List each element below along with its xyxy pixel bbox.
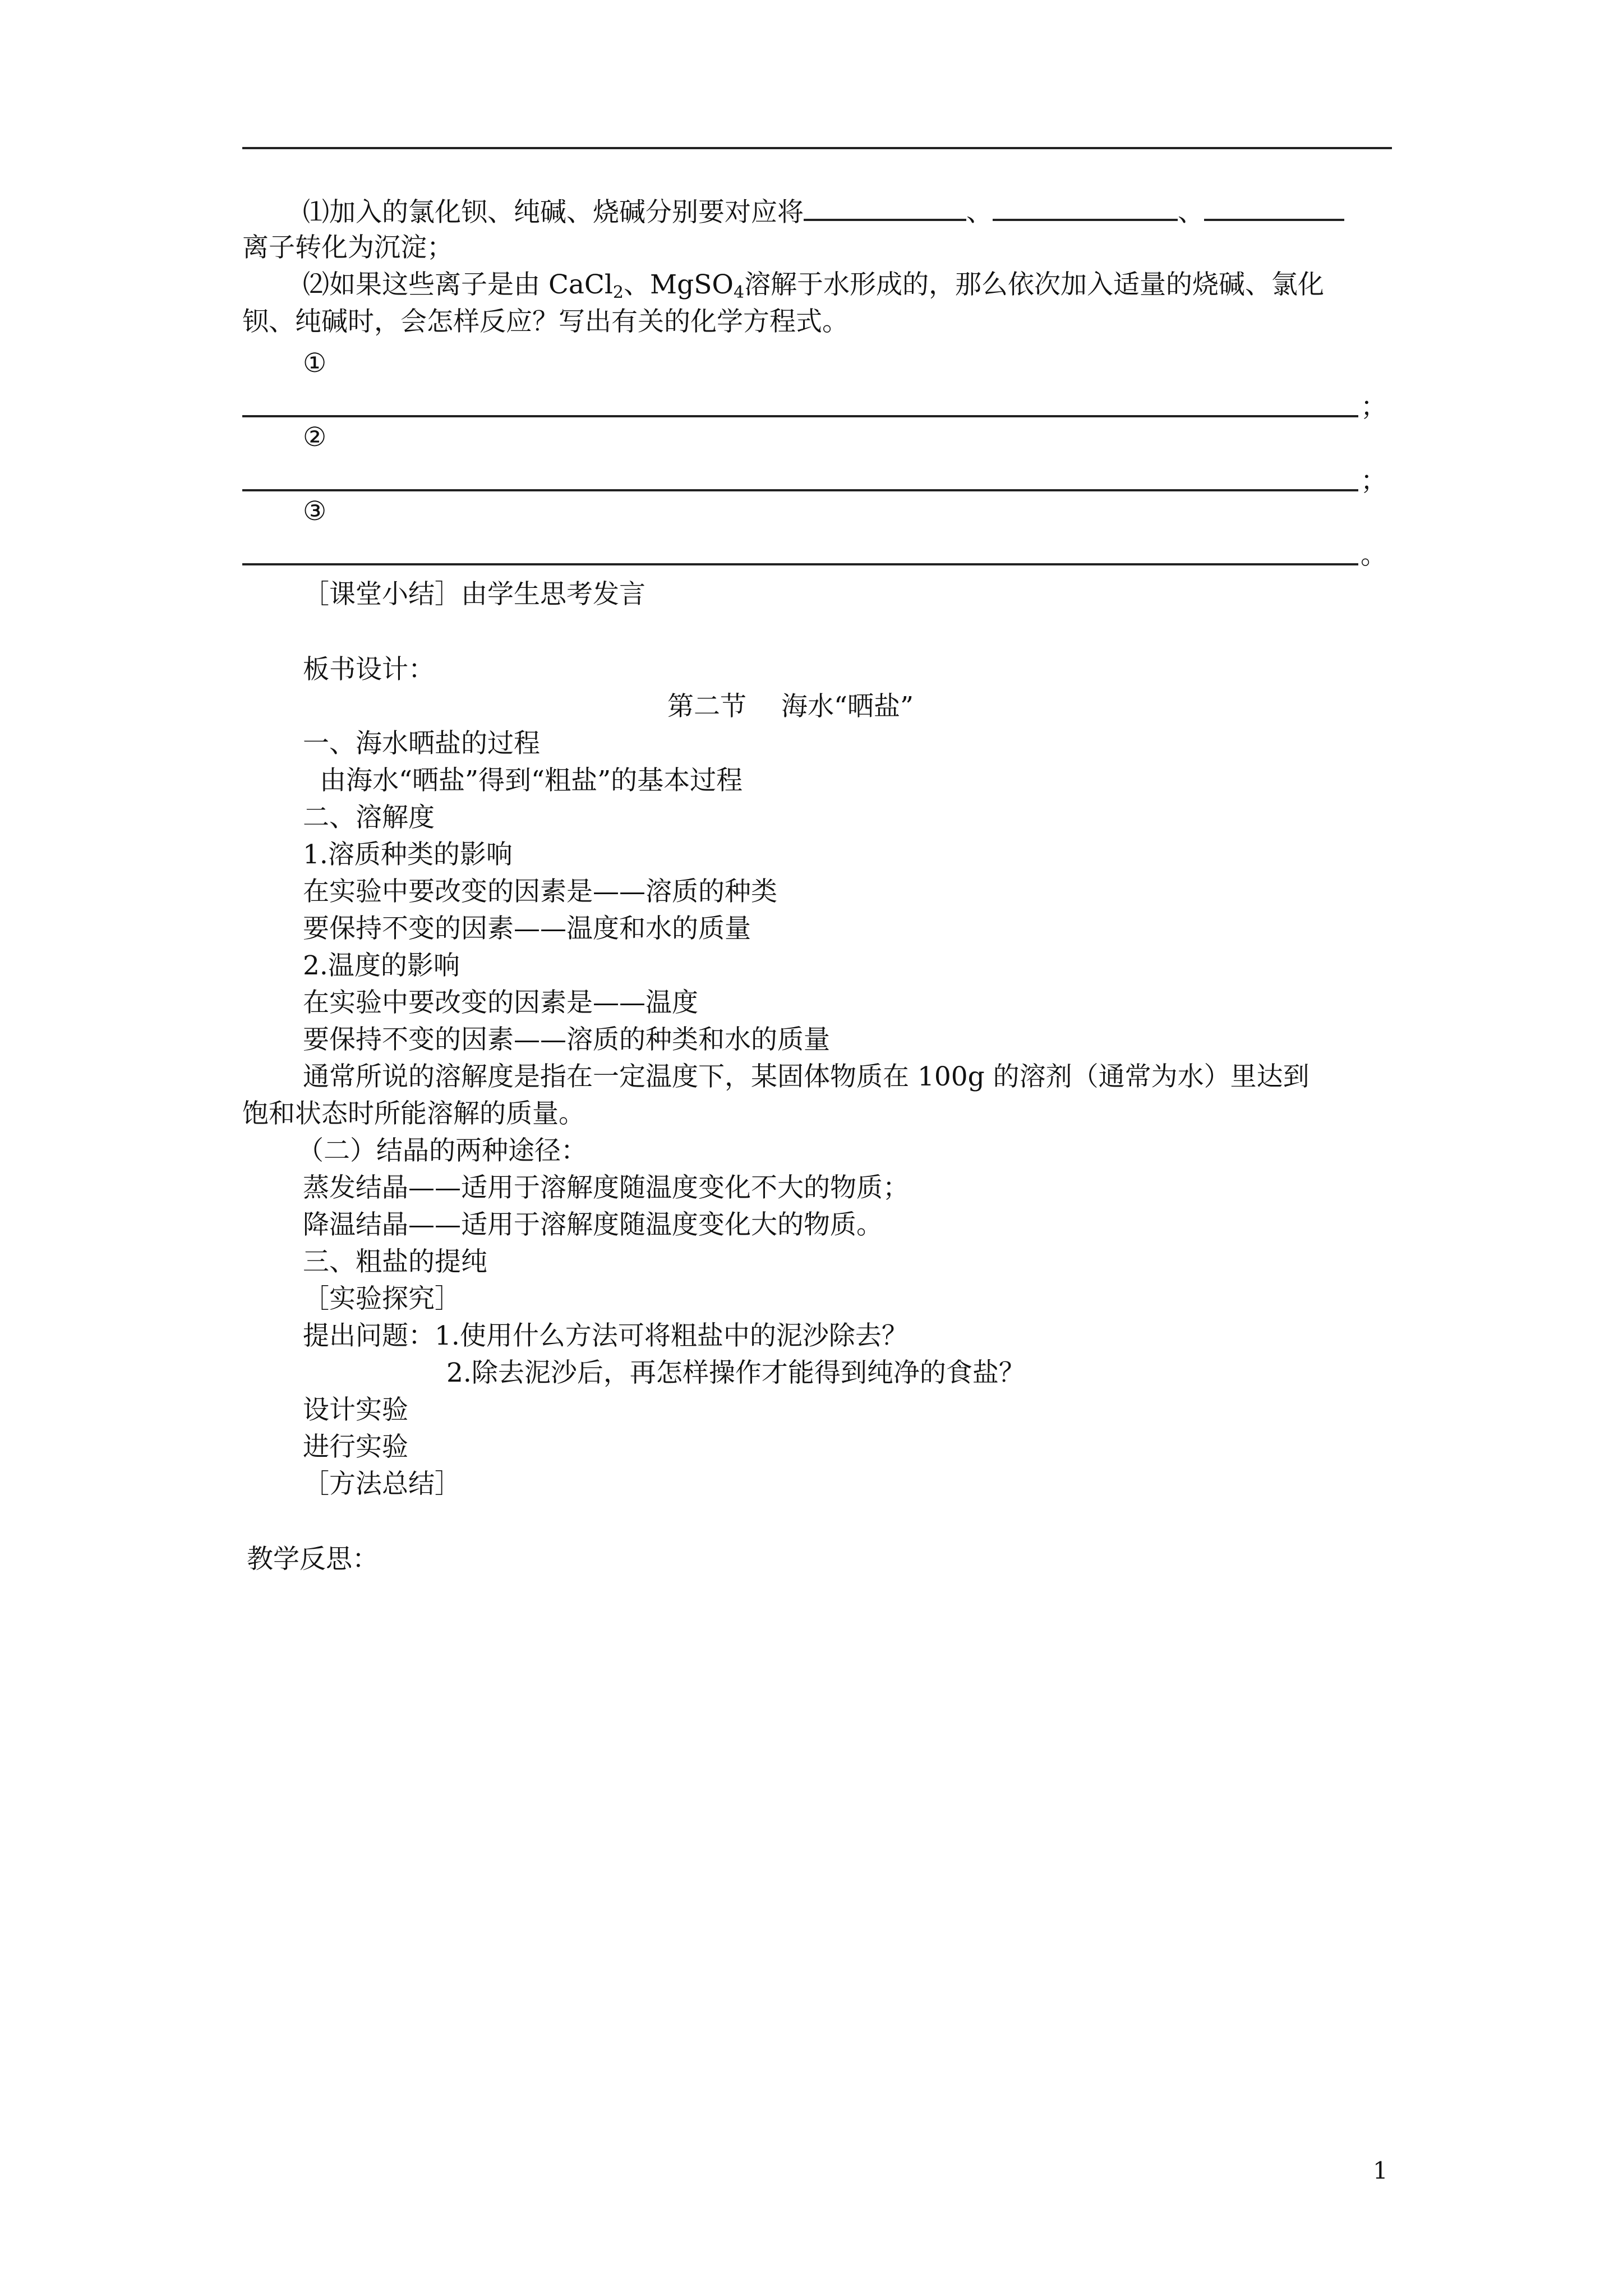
board-line: 蒸发结晶——适用于溶解度随温度变化不大的物质； xyxy=(303,1172,909,1203)
board-line: （二）结晶的两种途径： xyxy=(297,1135,587,1166)
answer-blank-3[interactable] xyxy=(1204,194,1344,221)
answer-line-2[interactable] xyxy=(242,489,1358,491)
board-line: 提出问题：1.使用什么方法可将粗盐中的泥沙除去？ xyxy=(303,1320,908,1351)
board-line: 在实验中要改变的因素是——温度 xyxy=(303,987,698,1018)
board-line: 在实验中要改变的因素是——溶质的种类 xyxy=(303,876,777,907)
question-1-line-1 xyxy=(303,194,1344,229)
board-line: 由海水“晒盐”得到“粗盐”的基本过程 xyxy=(320,765,743,796)
board-line: 要保持不变的因素——溶质的种类和水的质量 xyxy=(303,1024,830,1055)
question-2-post: 溶解于水形成的，那么依次加入适量的烧碱、氯化 xyxy=(744,269,1325,300)
question-2-pre: ⑵如果这些离子是由 CaCl xyxy=(303,269,613,300)
separator: 、 xyxy=(966,197,993,228)
board-line: 要保持不变的因素——温度和水的质量 xyxy=(303,913,751,944)
question-2-line-2: 钡、纯碱时，会怎样反应？写出有关的化学方程式。 xyxy=(242,306,849,337)
board-line: 饱和状态时所能溶解的质量。 xyxy=(242,1098,585,1129)
answer-line-1[interactable] xyxy=(242,415,1358,417)
subscript: 2 xyxy=(612,283,624,302)
board-line: 通常所说的溶解度是指在一定温度下，某固体物质在 100g 的溶剂（通常为水）里达到 xyxy=(303,1061,1310,1092)
answer-end-1: ； xyxy=(1361,392,1387,422)
teaching-reflection: 教学反思： xyxy=(247,1544,379,1575)
board-line: 2.除去泥沙后，再怎样操作才能得到纯净的食盐？ xyxy=(446,1358,1025,1388)
answer-mark-3: ③ xyxy=(303,496,327,527)
board-line: 降温结晶——适用于溶解度随温度变化大的物质。 xyxy=(303,1209,883,1240)
board-line: 一、海水晒盐的过程 xyxy=(303,728,540,759)
board-line: 1.溶质种类的影响 xyxy=(303,839,513,870)
question-2-mid: 、MgSO xyxy=(624,269,734,300)
header-rule xyxy=(242,147,1392,149)
answer-blank-2[interactable] xyxy=(993,194,1178,221)
separator: 、 xyxy=(1178,197,1204,228)
board-line: 进行实验 xyxy=(303,1432,408,1462)
subscript: 4 xyxy=(733,283,745,302)
board-line: ［实验探究］ xyxy=(303,1283,461,1314)
answer-mark-2: ② xyxy=(303,422,327,453)
class-summary: ［课堂小结］由学生思考发言 xyxy=(303,579,645,610)
answer-mark-1: ① xyxy=(303,348,327,379)
answer-line-3[interactable] xyxy=(242,563,1358,565)
answer-blank-1[interactable] xyxy=(804,194,966,221)
page-number: 1 xyxy=(1373,2157,1388,2184)
board-line: 二、溶解度 xyxy=(303,802,435,833)
board-line: ［方法总结］ xyxy=(303,1469,461,1499)
board-line: 设计实验 xyxy=(303,1395,408,1425)
answer-end-2: ； xyxy=(1361,466,1387,496)
board-line: 2.温度的影响 xyxy=(303,950,460,981)
question-1-text: ⑴加入的氯化钡、纯碱、烧碱分别要对应将 xyxy=(303,197,804,228)
board-design-label: 板书设计： xyxy=(303,654,435,685)
section-title: 第二节 海水“晒盐” xyxy=(667,691,914,722)
answer-end-3: 。 xyxy=(1361,540,1387,570)
question-2-line-1 xyxy=(303,268,1324,302)
question-1-line-2: 离子转化为沉淀； xyxy=(242,232,453,263)
board-line: 三、粗盐的提纯 xyxy=(303,1246,487,1277)
